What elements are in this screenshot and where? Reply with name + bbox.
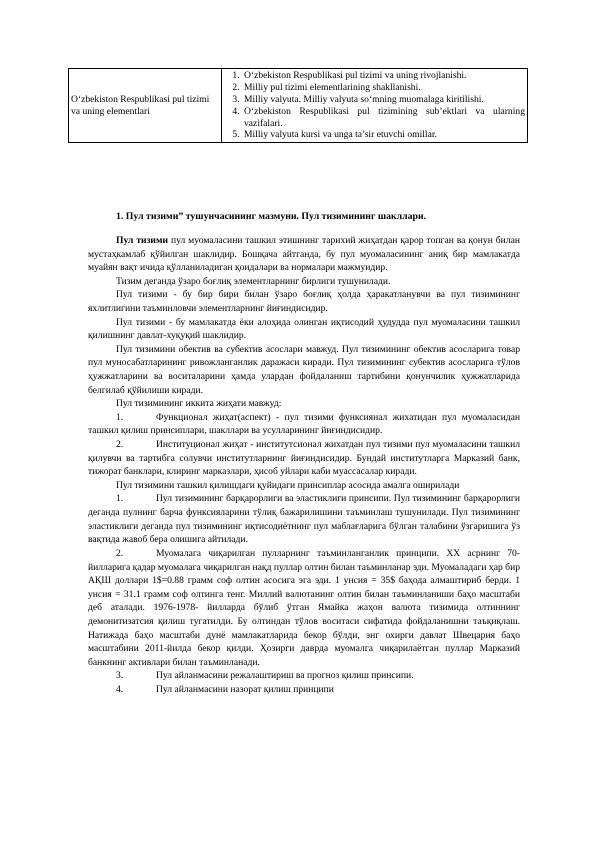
item-number: 3. [116,670,124,682]
item-text: Пул тизимининг барқарорлиги ва эластиклиги принсипи. Пул тизимининг барқарорлиги деганда пулнинг барча функсияларини тўлиқ бажарилишини таъминлаш тушунилади. Пул тизимининг эластиклиги деганда пул тизимининг иқтисодиётнинг пул маблағларига бўлган талабини ўзгаришига ўз вақтида жавоб бера олишига айтилади. [88,493,520,546]
table-row [69,69,528,143]
item-number: 4. [116,684,124,696]
numbered-paragraph [88,683,520,697]
list-item: 4. O‘zbekiston Respublikasi pul tizimining sub’ektlari va ularning vazifalari. [242,106,525,130]
paragraph: Пул тизими - бу мамлакатда ёки алоҳида олинган иқтисодий ҳудудда пул муомаласини ташкил қилишнинг давлат-хуқуқий шаклидир. [88,316,520,342]
topics-table [68,68,528,143]
item-text: Пул айланмасини режалаштириш ва прогноз қилиш принсипи. [156,670,414,682]
table-right-cell [222,69,528,143]
paragraph: Пул тизимини обектив ва субектив асослари мавжуд. Пул тизимининг обектив асосларига товар пул муносабатларининг ривожланганлик даражаси киради. Пул тизимининг субектив асосларига тўлов ҳужжатларини ва воситаларини ҳамда улардан фойдаланиш тартибини қонунчилик ҳужжатларида белгилаб қўйилиши киради. [88,343,520,396]
list-item: 2. Milliy pul tizimi elementlarining shakllanishi. [242,82,525,94]
table-left-cell: O‘zbekiston Respublikasi pul tizimi va uning elementlari [69,69,222,143]
numbered-paragraph [88,547,520,669]
paragraph: Тизим деганда ўзаро боғлиқ элементларнинг бирлиги тушунилади. [116,275,391,287]
paragraph-text: пул муомаласини ташкил этишнинг тарихий жиҳатдан қарор топган ва қонун билан мустаҳкамлаб қўйилган шаклидир. Бошқача айтганда, бу пул муомаласининг аниқ бир мамлакатда муайян вақт ичида қўлланиладиган қоидалари ва нормалари мажмуидир. [88,234,520,274]
document-body [88,210,520,697]
bold-term: Пул тизими [116,234,169,246]
paragraph [88,234,520,275]
list-item: 5. Milliy valyuta kursi va unga ta’sir etuvchi omillar. [242,129,525,141]
topics-list [224,70,525,141]
paragraph: Пул тизимининг иккита жиҳати мавжуд: [116,398,282,410]
item-number: 1. [116,493,124,505]
numbered-paragraph [88,492,520,546]
item-text: Пул айланмасини назорат қилиш принципи [156,684,334,696]
paragraph: Пул тизими - бу бир бири билан ўзаро боғлиқ ҳолда ҳаракатланувчи ва пул тизимининг яхлитлигини таъминловчи элементларнинг йиғиндисидир. [88,289,520,314]
section-heading: 1. Пул тизими” тушунчасининг мазмуни. Пул тизимининг шакллари. [116,211,427,222]
item-text: Институционал жиҳат - институтсионал жихатдан пул тизими пул муомаласини ташкил қилувчи ва тартибга солувчи институтларнинг йиғиндисидир. Бундай институтларга Марказий банк, тижорат банклари, клиринг марказлари, ҳисоб уйлари каби муассасалар киради. [88,439,520,478]
numbered-paragraph [88,669,520,683]
numbered-paragraph [88,438,520,479]
item-text: Функционал жиҳат(аспект) - пул тизими функсиянал жихатидан пул муомаласидан ташкил қилиш принсиплари, шакллари ва усулларининг йиғиндисидир. [88,411,520,437]
item-number: 2. [116,439,124,451]
item-text: Муомалага чиқарилган пулларнинг таъминланганлик принципи. XX асрнинг 70-йилларига қадар муомалага чиқарилган нақд пуллар олтин билан таъминланар эди. Муомаладаги ҳар бир АҚШ доллари 1$=0.88 грамм соф олтин асосига эга эди. 1 унсия = 35$ баҳода алмаштириб берди. 1 унсия = 31.1 грамм соф олтинга тенг. Миллий валютанинг олтин билан таъминланиши баҳо масштаби деб аталади. 1976-1978- йилларда бўлиб ўтган Ямайка жаҳон валюта тизимида олтиннинг демонитизатсия қилиш тугатилди. Бу олтиндан тўлов воситаси сифатида фойдаланишни таъқиқлаш. Натижада баҳо масштаби дунё мамлакатларида бекор бўлди, энг охирги давлат Швецария баҳо масштабини 2011-йилда бекор қилди. Ҳозирги даврда муомалга чиқарилаётган пуллар Марказий банкнинг активлари билан таъминланади. [88,547,520,668]
list-item: 1. O‘zbekiston Respublikasi pul tizimi va uning rivojlanishi. [242,70,525,82]
item-number: 2. [116,547,124,559]
list-item: 3. Milliy valyuta. Milliy valyuta so‘mning muomalaga kiritilishi. [242,94,525,106]
paragraph: Пул тизимини ташкил қилишдаги қуйидаги принсиплар асосида амалга оширилади [116,479,460,491]
numbered-paragraph [88,411,520,438]
item-number: 1. [116,411,124,423]
